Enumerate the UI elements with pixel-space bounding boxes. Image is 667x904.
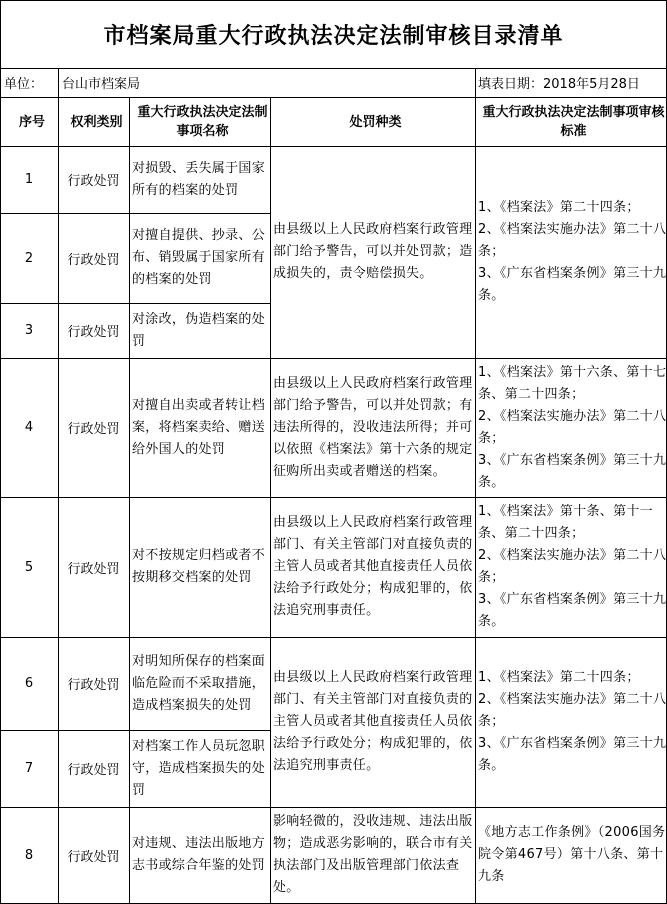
standard-text: 《地方志工作条例》（2006国务院令第467号）第十八条、第十九条 — [478, 825, 666, 884]
row-category: 行政处罚 — [67, 252, 120, 268]
row-category: 行政处罚 — [67, 174, 120, 189]
standard-text: 1、《档案法》第二十四条； 2、《档案法实施办法》第二十八条； 3、《广东省档案条例》第三十九条。 — [478, 670, 667, 773]
grid-line — [475, 97, 476, 904]
penalty-text: 由县级以上人民政府档案行政管理部门给予警告，可以并处罚款；有违法所得的，没收违法所得；并可以依照《档案法》第十六条的规定征购所出卖或者赠送的档案。 — [273, 375, 473, 479]
grid-line — [0, 497, 270, 498]
row-seq: 5 — [24, 559, 34, 575]
row-category: 行政处罚 — [67, 325, 120, 340]
grid-line — [0, 0, 1, 904]
row-category: 行政处罚 — [67, 849, 120, 865]
row-item-name: 对不按规定归档或者不按期移交档案的处罚 — [132, 548, 266, 585]
row-seq: 1 — [24, 172, 34, 187]
grid-line — [0, 730, 270, 731]
row-item-name: 对档案工作人员玩忽职守，造成档案损失的处罚 — [132, 738, 266, 798]
header-seq: 序号 — [18, 114, 45, 130]
fill-date: 填表日期：2018年5月28日 — [478, 77, 640, 92]
grid-line — [0, 68, 667, 69]
row-category: 行政处罚 — [67, 561, 120, 577]
penalty-text: 由县级以上人民政府档案行政管理部门、有关主管部门对直接负责的主管人员或者其他直接责任人员依法给予行政处分；构成犯罪的，依法追究刑事责任。 — [273, 515, 473, 618]
row-category: 行政处罚 — [67, 678, 120, 693]
row-seq: 6 — [24, 676, 34, 691]
grid-line — [270, 637, 667, 638]
row-category: 行政处罚 — [67, 763, 120, 778]
grid-line — [270, 807, 667, 808]
header-penalty: 处罚种类 — [349, 114, 402, 130]
row-seq: 3 — [24, 323, 34, 338]
grid-line — [270, 358, 667, 359]
row-item-name: 对损毁、丢失属于国家所有的档案的处罚 — [132, 160, 266, 198]
unit-label: 单位： — [4, 77, 44, 92]
row-item-name: 对涂改，伪造档案的处罚 — [132, 311, 266, 349]
standard-text: 1、《档案法》第十条、第十一条、第二十四条； 2、《档案法实施办法》第二十八条； 3、《广东省档案条例》第三十九条。 — [478, 504, 667, 629]
row-item-name: 对擅自提供、抄录、公布、销毁属于国家所有的档案的处罚 — [132, 228, 266, 287]
row-category: 行政处罚 — [67, 422, 120, 437]
header-standard: 重大行政执法决定法制事项审核标准 — [482, 105, 665, 139]
standard-text: 1、《档案法》第十六条、第十七条、第二十四条； 2、《档案法实施办法》第二十八条； 3、《广东省档案条例》第三十九条。 — [478, 364, 667, 490]
penalty-text: 由县级以上人民政府档案行政管理部门给予警告，可以并处罚款；造成损失的，责令赔偿损失。 — [273, 222, 473, 281]
header-category: 权利类别 — [70, 114, 123, 130]
grid-line — [270, 497, 667, 498]
row-seq: 2 — [24, 250, 34, 266]
row-item-name: 对擅自出卖或者转让档案，将档案卖给、赠送给外国人的处罚 — [132, 397, 266, 457]
grid-line — [475, 68, 476, 97]
unit-value: 台山市档案局 — [62, 77, 141, 92]
row-seq: 4 — [24, 420, 34, 435]
grid-line — [0, 0, 667, 1]
penalty-text: 影响轻微的，没收违规、违法出版物；造成恶劣影响的，联合市有关执法部门及出版管理部门依法查处。 — [273, 814, 473, 895]
grid-line — [0, 97, 667, 98]
grid-line — [129, 97, 130, 904]
header-item: 重大行政执法决定法制事项名称 — [137, 105, 268, 139]
row-item-name: 对明知所保存的档案面临危险而不采取措施，造成档案损失的处罚 — [132, 653, 266, 713]
grid-line — [0, 358, 270, 359]
grid-line — [58, 97, 59, 904]
grid-line — [0, 303, 270, 304]
document-title: 市档案局重大行政执法决定法制审核目录清单 — [103, 23, 564, 49]
grid-line — [270, 97, 271, 904]
penalty-text: 由县级以上人民政府档案行政管理部门、有关主管部门对直接负责的主管人员或者其他直接责任人员依法给予行政处分；构成犯罪的，依法追究刑事责任。 — [273, 670, 473, 773]
grid-line — [0, 637, 270, 638]
grid-line — [0, 213, 270, 214]
row-seq: 8 — [24, 847, 34, 863]
grid-line — [0, 146, 667, 147]
row-seq: 7 — [24, 761, 34, 776]
standard-text: 1、《档案法》第二十四条； 2、《档案法实施办法》第二十八条； 3、《广东省档案条例》第三十九条。 — [478, 200, 667, 303]
row-item-name: 对违规、违法出版地方志书或综合年鉴的处罚 — [132, 836, 266, 873]
grid-line — [0, 807, 270, 808]
grid-line — [58, 68, 59, 97]
